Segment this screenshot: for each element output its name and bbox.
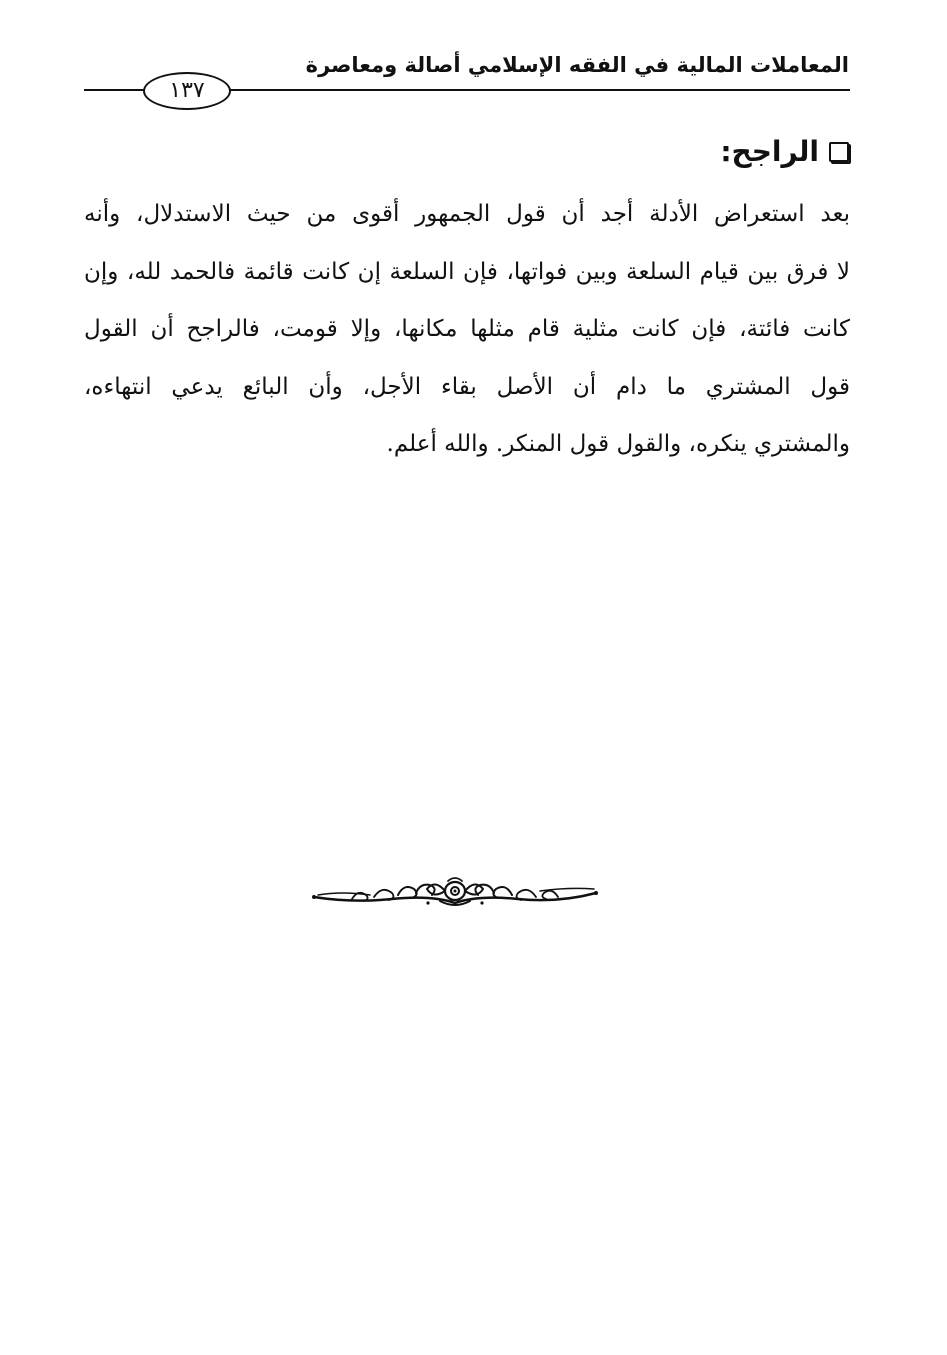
paragraph-line: كانت فائتة، فإن كانت مثلية قام مثلها مكانها، وإلا قومت، فالراجح أن القول <box>84 316 850 342</box>
floral-divider-icon <box>312 873 598 913</box>
paragraph-line: لا فرق بين قيام السلعة وبين فواتها، فإن السلعة إن كانت قائمة فالحمد لله، وإن <box>84 258 850 285</box>
section-heading-text: الراجح: <box>720 135 819 168</box>
section-heading <box>720 130 849 174</box>
body-paragraph <box>84 186 850 474</box>
checkbox-square-icon <box>829 142 849 162</box>
paragraph-line: قول المشتري ما دام أن الأصل بقاء الأجل، وأن البائع يدعي انتهاءه، <box>84 373 850 400</box>
running-header-title: المعاملات المالية في الفقه الإسلامي أصالة ومعاصرة <box>305 53 849 77</box>
page-number-badge: ١٣٧ <box>143 72 231 110</box>
paragraph-line: والمشتري ينكره، والقول قول المنكر. والله أعلم. <box>386 431 850 457</box>
paragraph-line: بعد استعراض الأدلة أجد أن قول الجمهور أقوى من حيث الاستدلال، وأنه <box>84 201 850 227</box>
